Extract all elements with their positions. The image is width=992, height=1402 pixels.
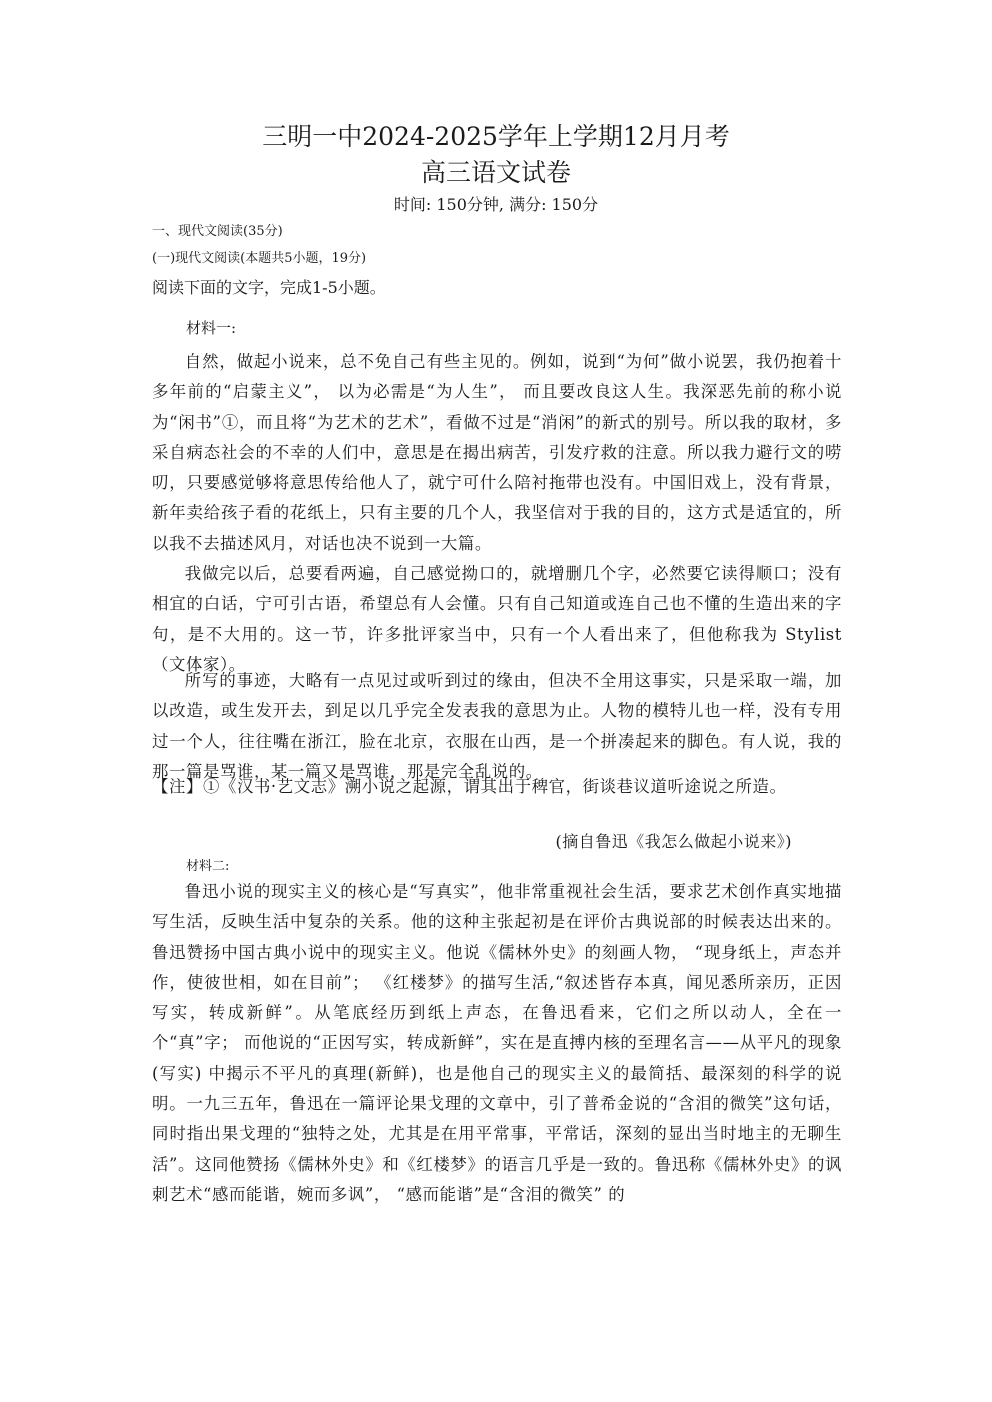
material2-label: 材料二:: [186, 859, 230, 874]
reading-instruction: 阅读下面的文字，完成1-5小题。: [152, 278, 386, 297]
exam-time-info: 时间: 150分钟, 满分: 150分: [393, 195, 599, 214]
material1-paragraph-2: 我做完以后，总要看两遍，自己感觉拗口的，就增删几个字，必然要它读得顺口；没有相宜的白话，宁可引古语，希望总有人会懂。只有自己知道或连自己也不懂的生造出来的字句，是不大用的。这一节，许多批评家当中，只有一个人看出来了，但他称我为 Stylist（文体家）。: [152, 564, 842, 674]
material1-label: 材料一:: [186, 319, 237, 337]
material2-paragraph-1: 鲁迅小说的现实主义的核心是“写真实”，他非常重视社会生活，要求艺术创作真实地描写生活，反映生活中复杂的关系。他的这种主张起初是在评价古典说部的时候表达出来的。鲁迅赞扬中国古典小说中的现实主义。他说《儒林外史》的刻画人物， “现身纸上，声态并作，使彼世相，如在目前”； 《红楼梦》的描写生活,“叙述皆存本真，闻见悉所亲历，正因写实，转成新鲜”。从笔底经历到纸上声态，在鲁迅看来，它们之所以动人，全在一个“真”字； 而他说的“正因写实，转成新鲜”，实在是直搏内核的至理名言——从平凡的现象(写实) 中揭示不平凡的真理(新鲜)，也是他自己的现实主义的最简括、最深刻的科学的说明。一九三五年，鲁迅在一篇评论果戈理的文章中，引了普希金说的“含泪的微笑”这句话，同时指出果戈理的“独特之处，尤其是在用平常事，平常话，深刻的显出当时地主的无聊生活”。这同他赞扬《儒林外史》和《红楼梦》的语言几乎是一致的。鲁迅称《儒林外史》的讽刺艺术“感而能谐，婉而多讽”， “感而能谐”是“含泪的微笑” 的: [152, 882, 842, 1204]
section-subheading: (一)现代文阅读(本题共5小题，19分): [152, 251, 367, 266]
material1-note: 【注】①《汉书·艺文志》溯小说之起源，谓其出于稗官，街谈巷议道听途说之所造。: [152, 777, 787, 796]
material1-paragraph-1: 自然，做起小说来，总不免自己有些主见的。例如，说到“为何”做小说罢，我仍抱着十多年前的“启蒙主义”， 以为必需是“为人生”， 而且要改良这人生。我深恶先前的称小说为“闲书”①，而且将“为艺术的艺术”，看做不过是“消闲”的新式的别号。所以我的取材，多采自病态社会的不幸的人们中，意思是在揭出病苦，引发疗救的注意。所以我力避行文的唠叨，只要感觉够将意思传给他人了，就宁可什么陪衬拖带也没有。中国旧戏上，没有背景，新年卖给孩子看的花纸上，只有主要的几个人，我坚信对于我的目的，这方式是适宜的，所以我不去描述风月，对话也决不说到一大篇。: [152, 352, 842, 553]
material1-paragraph-3: 所写的事迹，大略有一点见过或听到过的缘由，但决不全用这事实，只是采取一端，加以改造，或生发开去，到足以几乎完全发表我的意思为止。人物的模特儿也一样，没有专用过一个人，往往嘴在浙江，脸在北京，衣服在山西，是一个拼凑起来的脚色。有人说，我的那一篇是骂谁，某一篇又是骂谁，那是完全乱说的。: [152, 671, 842, 781]
material1-source: (摘自鲁迅《我怎么做起小说来》): [555, 832, 792, 851]
section-heading: 一、现代文阅读(35分): [152, 224, 283, 239]
exam-title: 三明一中2024-2025学年上学期12月月考: [262, 122, 730, 151]
exam-subtitle: 高三语文试卷: [420, 158, 571, 187]
